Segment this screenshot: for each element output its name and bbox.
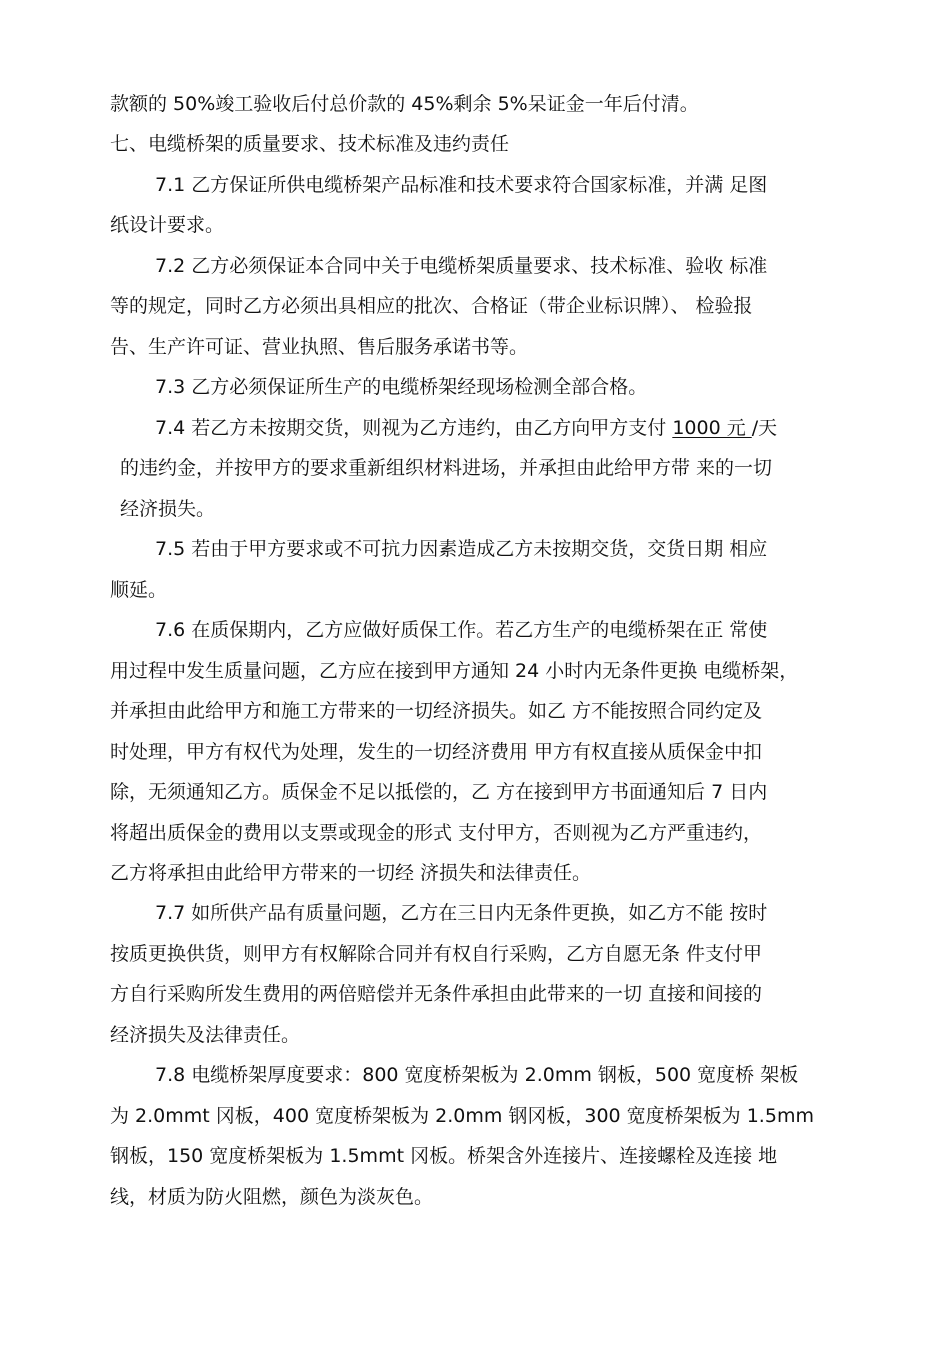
clause-7-3: 7.3 乙方必须保证所生产的电缆桥架经现场检测全部合格。 <box>155 376 648 398</box>
text-line: 告、生产许可证、营业执照、售后服务承诺书等。 <box>110 336 529 358</box>
clause-7-5: 7.5 若由于甲方要求或不可抗力因素造成乙方未按期交货，交货日期 相应 <box>155 538 768 560</box>
text-line: 款额的 50%竣工验收后付总价款的 45%剩余 5%呆证金一年后付清。 <box>110 93 699 115</box>
text-line: 时处理，甲方有权代为处理，发生的一切经济费用 甲方有权直接从质保金中扣 <box>110 741 763 763</box>
clause-7-4 <box>155 415 777 441</box>
text-line: 经济损失及法律责任。 <box>110 1024 301 1046</box>
text-line: 乙方将承担由此给甲方带来的一切经 济损失和法律责任。 <box>110 862 592 884</box>
text-line: 纸设计要求。 <box>110 214 225 236</box>
text-line: 的违约金，并按甲方的要求重新组织材料进场，并承担由此给甲方带 来的一切 <box>120 457 773 479</box>
text-line: 为 2.0mmt 冈板，400 宽度桥架板为 2.0mm 钢冈板，300 宽度桥架板为 1.5mm <box>110 1105 814 1127</box>
text-line: 经济损失。 <box>120 498 216 520</box>
text-line: 按质更换供货，则甲方有权解除合同并有权自行采购，乙方自愿无条 件支付甲 <box>110 943 763 965</box>
text-line: 用过程中发生质量问题，乙方应在接到甲方通知 24 小时内无条件更换 电缆桥架， <box>110 660 799 682</box>
clause-7-7: 7.7 如所供产品有质量问题，乙方在三日内无条件更换，如乙方不能 按时 <box>155 902 768 924</box>
clause-7-2: 7.2 乙方必须保证本合同中关于电缆桥架质量要求、技术标准、验收 标准 <box>155 255 768 277</box>
clause-7-6: 7.6 在质保期内，乙方应做好质保工作。若乙方生产的电缆桥架在正 常使 <box>155 619 768 641</box>
text-line: 等的规定，同时乙方必须出具相应的批次、合格证（带企业标识牌）、 检验报 <box>110 295 753 317</box>
text-line: 方自行采购所发生费用的两倍赔偿并无条件承担由此带来的一切 直接和间接的 <box>110 983 763 1005</box>
text-line: 钢板，150 宽度桥架板为 1.5mmt 冈板。桥架含外连接片、连接螺栓及连接 地 <box>110 1145 778 1167</box>
text-line: 线，材质为防火阻燃，颜色为淡灰色。 <box>110 1186 434 1208</box>
section-heading: 七、电缆桥架的质量要求、技术标准及违约责任 <box>110 133 510 155</box>
clause-7-1: 7.1 乙方保证所供电缆桥架产品标准和技术要求符合国家标准，并满 足图 <box>155 174 768 196</box>
text-line: 除，无须通知乙方。质保金不足以抵偿的，乙 方在接到甲方书面通知后 7 日内 <box>110 781 768 803</box>
clause-7-8: 7.8 电缆桥架厚度要求：800 宽度桥架板为 2.0mm 钢板，500 宽度桥 架板 <box>155 1064 799 1086</box>
penalty-amount: 1000 元 <box>672 417 752 439</box>
clause-7-4-text: 7.4 若乙方未按期交货，则视为乙方违约，由乙方向甲方支付 <box>155 417 673 439</box>
text-line: 顺延。 <box>110 579 168 601</box>
text-line: 并承担由此给甲方和施工方带来的一切经济损失。如乙 方不能按照合同约定及 <box>110 700 763 722</box>
text-line: 将超出质保金的费用以支票或现金的形式 支付甲方，否则视为乙方严重违约， <box>110 822 763 844</box>
clause-7-4-unit: /天 <box>751 417 778 439</box>
